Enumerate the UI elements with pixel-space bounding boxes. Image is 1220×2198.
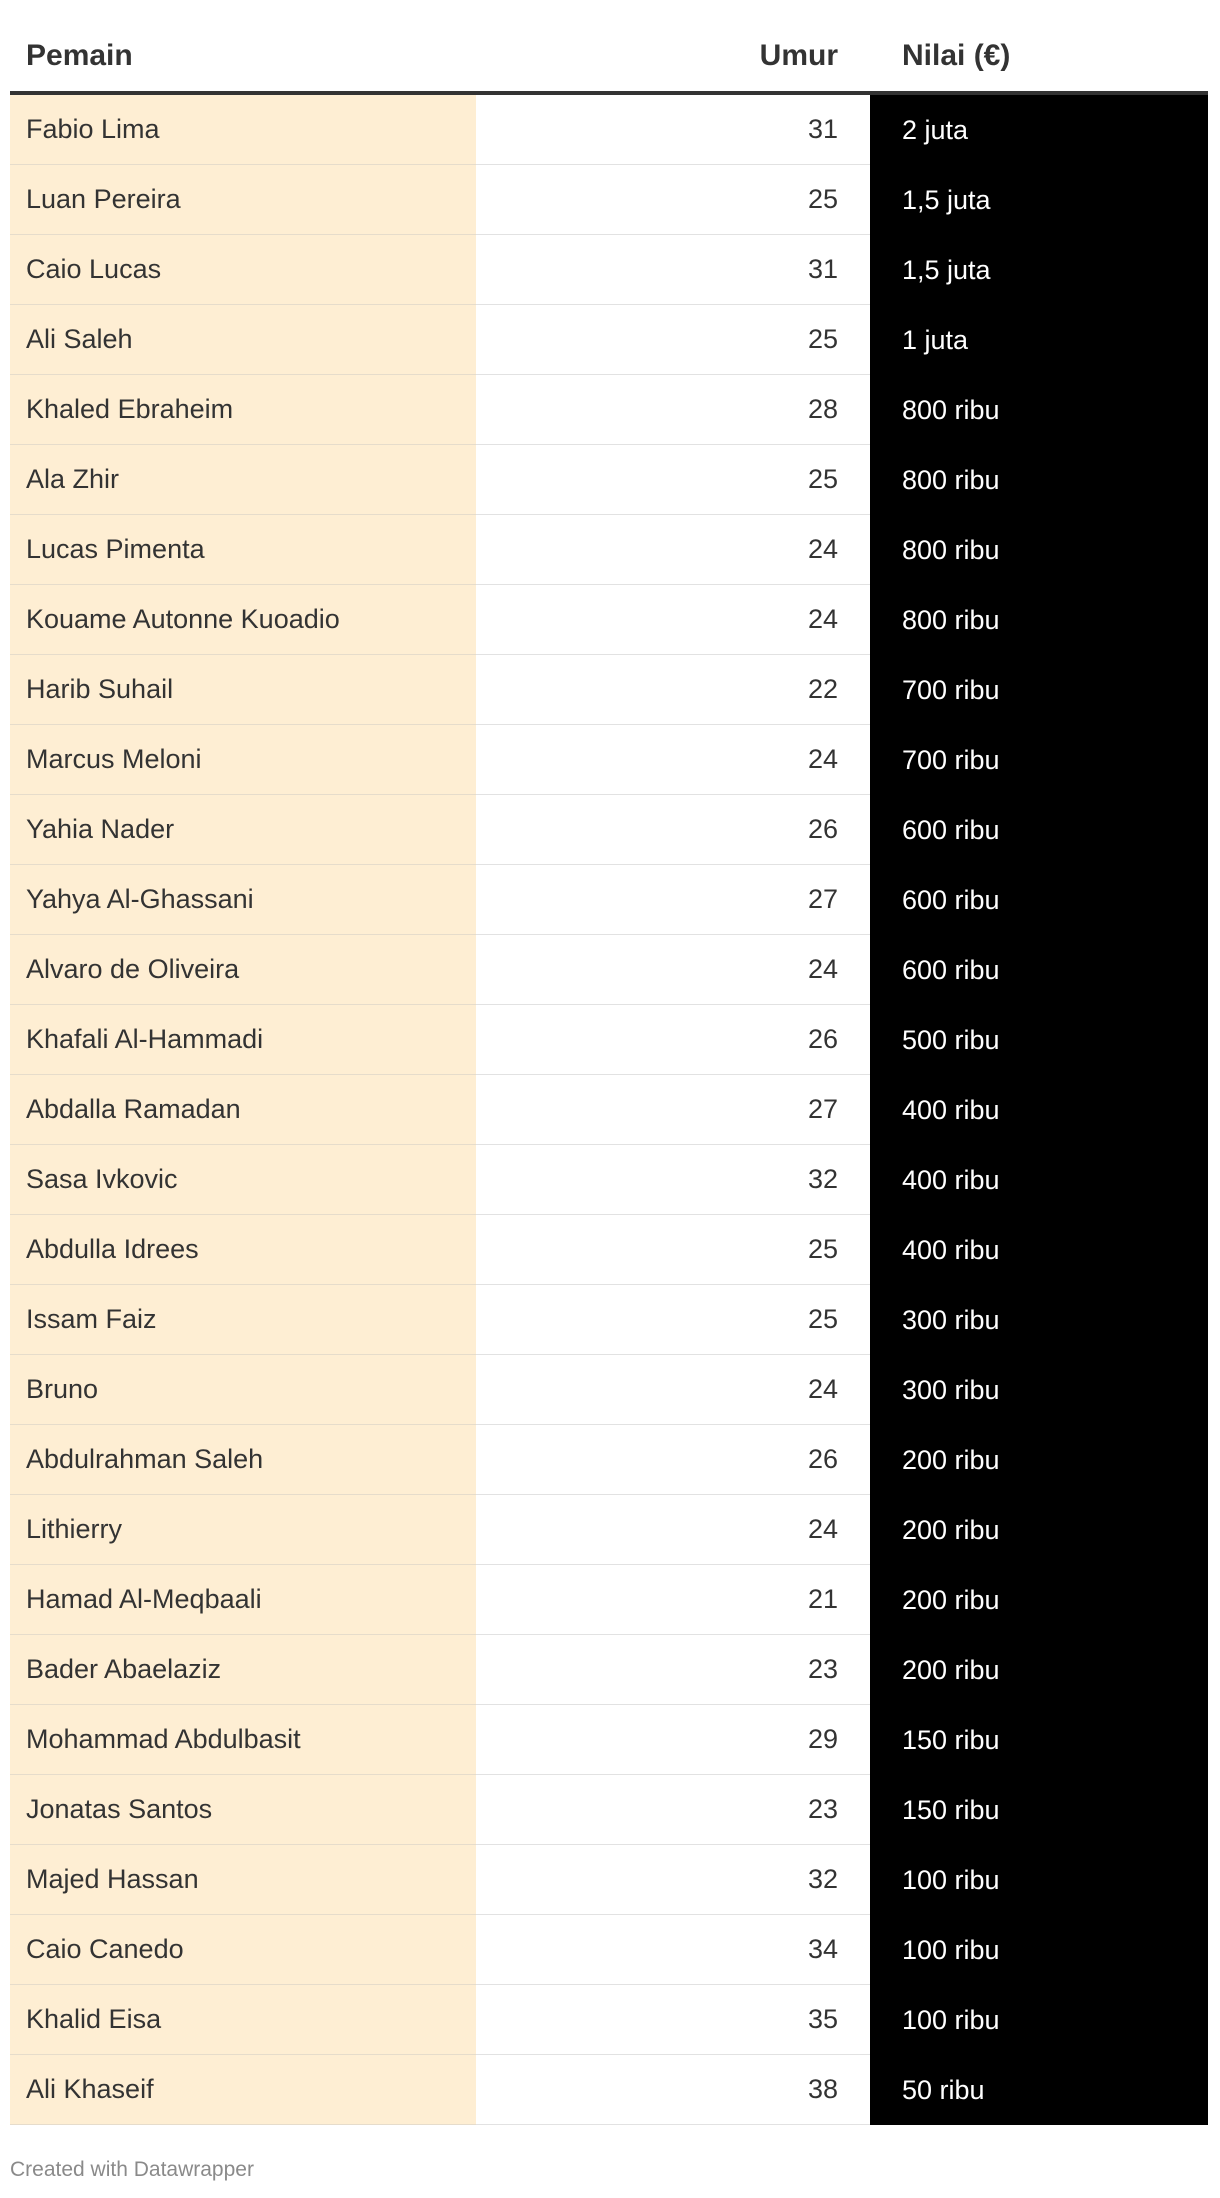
market-value-cell: 100 ribu (870, 1985, 1208, 2055)
table-row (10, 2055, 1208, 2125)
player-name-cell: Lucas Pimenta (10, 515, 476, 585)
table-row (10, 1355, 1208, 1425)
player-name-cell: Lithierry (10, 1495, 476, 1565)
player-name-cell: Jonatas Santos (10, 1775, 476, 1845)
age-cell: 29 (476, 1705, 870, 1775)
player-name-cell: Hamad Al-Meqbaali (10, 1565, 476, 1635)
market-value-cell: 2 juta (870, 95, 1208, 165)
table-row (10, 1985, 1208, 2055)
market-value-cell: 700 ribu (870, 655, 1208, 725)
player-name-cell: Khalid Eisa (10, 1985, 476, 2055)
market-value-cell: 1 juta (870, 305, 1208, 375)
market-value-cell: 800 ribu (870, 585, 1208, 655)
table-row (10, 1005, 1208, 1075)
player-name-cell: Sasa Ivkovic (10, 1145, 476, 1215)
table-row (10, 1075, 1208, 1145)
player-name-cell: Bader Abaelaziz (10, 1635, 476, 1705)
age-cell: 32 (476, 1845, 870, 1915)
player-name-cell: Khaled Ebraheim (10, 375, 476, 445)
player-name-cell: Khafali Al-Hammadi (10, 1005, 476, 1075)
age-cell: 24 (476, 725, 870, 795)
age-cell: 23 (476, 1635, 870, 1705)
market-value-cell: 600 ribu (870, 865, 1208, 935)
player-name-cell: Mohammad Abdulbasit (10, 1705, 476, 1775)
market-value-cell: 100 ribu (870, 1845, 1208, 1915)
table-row (10, 445, 1208, 515)
age-cell: 26 (476, 795, 870, 865)
market-value-cell: 1,5 juta (870, 165, 1208, 235)
table-row (10, 725, 1208, 795)
column-header-player[interactable]: Pemain (26, 39, 133, 72)
table-row (10, 1285, 1208, 1355)
player-name-cell: Abdalla Ramadan (10, 1075, 476, 1145)
player-name-cell: Caio Lucas (10, 235, 476, 305)
market-value-cell: 200 ribu (870, 1495, 1208, 1565)
player-name-cell: Majed Hassan (10, 1845, 476, 1915)
table-row (10, 165, 1208, 235)
player-name-cell: Yahia Nader (10, 795, 476, 865)
player-name-cell: Yahya Al-Ghassani (10, 865, 476, 935)
age-cell: 24 (476, 935, 870, 1005)
player-name-cell: Fabio Lima (10, 95, 476, 165)
table-row (10, 865, 1208, 935)
age-cell: 22 (476, 655, 870, 725)
age-cell: 25 (476, 165, 870, 235)
table-row (10, 235, 1208, 305)
age-cell: 26 (476, 1005, 870, 1075)
market-value-cell: 600 ribu (870, 795, 1208, 865)
age-cell: 21 (476, 1565, 870, 1635)
market-value-cell: 200 ribu (870, 1425, 1208, 1495)
market-value-cell: 400 ribu (870, 1075, 1208, 1145)
age-cell: 27 (476, 1075, 870, 1145)
player-name-cell: Ali Saleh (10, 305, 476, 375)
age-cell: 31 (476, 95, 870, 165)
player-name-cell: Issam Faiz (10, 1285, 476, 1355)
table-row (10, 1565, 1208, 1635)
player-name-cell: Ala Zhir (10, 445, 476, 515)
player-name-cell: Luan Pereira (10, 165, 476, 235)
market-value-cell: 1,5 juta (870, 235, 1208, 305)
age-cell: 23 (476, 1775, 870, 1845)
table-row (10, 1425, 1208, 1495)
market-value-cell: 400 ribu (870, 1145, 1208, 1215)
table-row (10, 795, 1208, 865)
market-value-cell: 150 ribu (870, 1775, 1208, 1845)
table-row (10, 585, 1208, 655)
column-header-value[interactable]: Nilai (€) (902, 39, 1011, 72)
age-cell: 24 (476, 585, 870, 655)
age-cell: 34 (476, 1915, 870, 1985)
market-value-cell: 150 ribu (870, 1705, 1208, 1775)
player-name-cell: Caio Canedo (10, 1915, 476, 1985)
player-name-cell: Bruno (10, 1355, 476, 1425)
age-cell: 28 (476, 375, 870, 445)
table-row (10, 1215, 1208, 1285)
table-row (10, 935, 1208, 1005)
age-cell: 25 (476, 445, 870, 515)
table-row (10, 1915, 1208, 1985)
age-cell: 32 (476, 1145, 870, 1215)
table-row (10, 1845, 1208, 1915)
table-row (10, 1635, 1208, 1705)
table-row (10, 1775, 1208, 1845)
player-name-cell: Abdulrahman Saleh (10, 1425, 476, 1495)
age-cell: 26 (476, 1425, 870, 1495)
age-cell: 35 (476, 1985, 870, 2055)
player-name-cell: Alvaro de Oliveira (10, 935, 476, 1005)
column-header-age[interactable]: Umur (759, 39, 838, 72)
market-value-cell: 50 ribu (870, 2055, 1208, 2125)
market-value-cell: 200 ribu (870, 1635, 1208, 1705)
market-value-cell: 700 ribu (870, 725, 1208, 795)
market-value-cell: 800 ribu (870, 375, 1208, 445)
player-name-cell: Marcus Meloni (10, 725, 476, 795)
age-cell: 25 (476, 1215, 870, 1285)
table-row (10, 95, 1208, 165)
age-cell: 25 (476, 1285, 870, 1355)
age-cell: 31 (476, 235, 870, 305)
player-name-cell: Abdulla Idrees (10, 1215, 476, 1285)
age-cell: 24 (476, 1495, 870, 1565)
age-cell: 38 (476, 2055, 870, 2125)
table-row (10, 655, 1208, 725)
age-cell: 25 (476, 305, 870, 375)
market-value-cell: 100 ribu (870, 1915, 1208, 1985)
table-row (10, 1705, 1208, 1775)
market-value-cell: 500 ribu (870, 1005, 1208, 1075)
player-name-cell: Ali Khaseif (10, 2055, 476, 2125)
market-value-cell: 400 ribu (870, 1215, 1208, 1285)
table-header-row (10, 0, 1208, 95)
age-cell: 24 (476, 1355, 870, 1425)
market-value-cell: 200 ribu (870, 1565, 1208, 1635)
market-value-cell: 300 ribu (870, 1355, 1208, 1425)
player-value-table (10, 0, 1208, 2125)
player-name-cell: Harib Suhail (10, 655, 476, 725)
age-cell: 27 (476, 865, 870, 935)
table-body (10, 95, 1208, 2125)
player-name-cell: Kouame Autonne Kuoadio (10, 585, 476, 655)
table-row (10, 515, 1208, 585)
market-value-cell: 300 ribu (870, 1285, 1208, 1355)
table-row (10, 1145, 1208, 1215)
market-value-cell: 800 ribu (870, 515, 1208, 585)
table-row (10, 305, 1208, 375)
market-value-cell: 800 ribu (870, 445, 1208, 515)
table-row (10, 1495, 1208, 1565)
age-cell: 24 (476, 515, 870, 585)
datawrapper-credit[interactable]: Created with Datawrapper (10, 2158, 254, 2181)
market-value-cell: 600 ribu (870, 935, 1208, 1005)
table-row (10, 375, 1208, 445)
